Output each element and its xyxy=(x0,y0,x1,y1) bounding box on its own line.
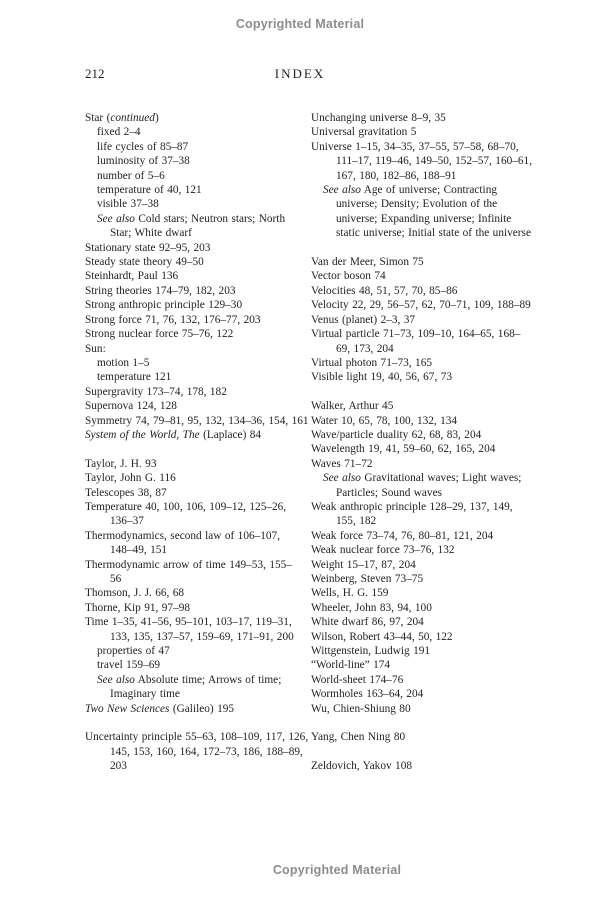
index-line-segment: Sun: xyxy=(85,342,106,355)
index-line xyxy=(85,730,311,744)
index-column-left xyxy=(85,111,311,774)
index-line xyxy=(85,125,311,139)
index-line-segment: Vector boson 74 xyxy=(311,270,386,283)
index-line xyxy=(311,601,546,615)
index-line-segment: Universal gravitation 5 xyxy=(311,126,417,139)
index-line xyxy=(85,212,311,226)
index-line-segment: Venus (planet) 2–3, 37 xyxy=(311,313,416,326)
index-line-segment: 69, 173, 204 xyxy=(336,342,394,355)
index-line xyxy=(85,385,311,399)
index-line-italic-segment: System of the World, The xyxy=(85,428,200,441)
index-line-italic-segment: continued xyxy=(110,112,155,124)
index-line xyxy=(85,399,311,413)
index-line xyxy=(85,298,311,312)
index-line xyxy=(311,572,546,586)
index-line xyxy=(85,154,311,168)
index-line-segment: Zeldovich, Yakov 108 xyxy=(311,760,412,773)
index-line-segment: Symmetry 74, 79–81, 95, 132, 134–36, 154, 161 xyxy=(85,414,309,427)
index-line-segment: Universe 1–15, 34–35, 37–55, 57–58, 68–70, xyxy=(311,140,519,153)
index-line xyxy=(311,342,546,356)
index-line-segment: Virtual particle 71–73, 109–10, 164–65, 168– xyxy=(311,328,521,341)
index-line-segment: Wu, Chien-Shiung 80 xyxy=(311,702,411,715)
index-line xyxy=(85,241,311,255)
index-line-segment: Strong force 71, 76, 132, 176–77, 203 xyxy=(85,313,261,326)
index-line xyxy=(85,313,311,327)
index-line xyxy=(85,255,311,269)
index-line xyxy=(85,342,311,356)
index-line xyxy=(311,298,546,312)
blank-line xyxy=(311,241,546,255)
index-line-segment: World-sheet 174–76 xyxy=(311,673,404,686)
index-line xyxy=(311,514,546,528)
index-line-segment: Weight 15–17, 87, 204 xyxy=(311,558,416,571)
index-column-right xyxy=(311,111,546,774)
index-line-segment: Imaginary time xyxy=(110,688,180,701)
index-line xyxy=(311,399,546,413)
index-line-segment: 145, 153, 160, 164, 172–73, 186, 188–89, xyxy=(110,745,303,758)
index-line-italic-segment: See also xyxy=(323,472,361,485)
index-line xyxy=(85,356,311,370)
index-line-segment: Star ( xyxy=(85,112,111,124)
index-line xyxy=(85,370,311,384)
index-line xyxy=(85,572,311,586)
index-line-segment: Velocities 48, 51, 57, 70, 85–86 xyxy=(311,284,458,297)
index-line xyxy=(311,169,546,183)
index-line-segment: 203 xyxy=(110,760,127,773)
index-line-segment: temperature of 40, 121 xyxy=(97,184,202,197)
index-line-segment: Taylor, John G. 116 xyxy=(85,472,176,485)
index-line-italic-segment: See also xyxy=(97,212,135,225)
index-line-segment: Visible light 19, 40, 56, 67, 73 xyxy=(311,371,452,384)
index-line-segment: Unchanging universe 8–9, 35 xyxy=(311,112,446,124)
index-line-segment: Wilson, Robert 43–44, 50, 122 xyxy=(311,630,453,643)
index-line xyxy=(85,284,311,298)
index-line-segment: Supernova 124, 128 xyxy=(85,400,177,413)
index-line xyxy=(85,529,311,543)
index-line-segment: Weak nuclear force 73–76, 132 xyxy=(311,544,455,557)
index-line-segment: Weak force 73–74, 76, 80–81, 121, 204 xyxy=(311,529,494,542)
index-line xyxy=(85,140,311,154)
index-line xyxy=(311,183,546,197)
index-line-segment: 56 xyxy=(110,573,122,585)
copyright-notice-bottom: Copyrighted Material xyxy=(272,863,402,877)
index-line xyxy=(311,125,546,139)
index-line xyxy=(311,255,546,269)
index-line-segment: Wheeler, John 83, 94, 100 xyxy=(311,601,432,614)
index-line-segment: Strong nuclear force 75–76, 122 xyxy=(85,328,234,341)
index-line-segment: Thermodynamic arrow of time 149–53, 155– xyxy=(85,558,292,571)
index-line xyxy=(311,370,546,384)
index-line xyxy=(85,558,311,572)
index-line-italic-segment: Two New Sciences xyxy=(85,702,170,715)
blank-line xyxy=(311,716,546,730)
index-line-segment: Time 1–35, 41–56, 95–101, 103–17, 119–31, xyxy=(85,616,292,629)
index-line-segment: Absolute time; Arrows of time; xyxy=(134,673,282,686)
index-line-segment: White dwarf 86, 97, 204 xyxy=(311,616,424,629)
index-line-segment: Weinberg, Steven 73–75 xyxy=(311,573,424,585)
index-line-segment: Van der Meer, Simon 75 xyxy=(311,256,424,269)
index-line xyxy=(311,313,546,327)
index-line xyxy=(85,759,311,773)
index-line xyxy=(311,111,546,125)
index-line xyxy=(311,543,546,557)
index-line xyxy=(311,586,546,600)
index-line xyxy=(85,514,311,528)
index-line xyxy=(311,327,546,341)
index-line-segment: Weak anthropic principle 128–29, 137, 149, xyxy=(311,500,513,513)
index-line-segment: Virtual photon 71–73, 165 xyxy=(311,356,432,369)
index-line xyxy=(85,197,311,211)
index-line-segment: (Laplace) 84 xyxy=(199,428,262,441)
index-line xyxy=(311,284,546,298)
index-line-segment: Wormholes 163–64, 204 xyxy=(311,688,424,701)
index-line-segment: Gravitational waves; Light waves; xyxy=(360,472,522,485)
index-line-segment: Thomson, J. J. 66, 68 xyxy=(85,587,185,600)
index-line-segment: static universe; Initial state of the universe xyxy=(336,227,531,240)
index-line xyxy=(311,644,546,658)
index-line xyxy=(85,486,311,500)
index-line xyxy=(85,601,311,615)
index-line-segment: Walker, Arthur 45 xyxy=(311,400,394,413)
index-line-segment: Waves 71–72 xyxy=(311,457,373,470)
index-line-segment: “World-line” 174 xyxy=(311,659,391,672)
index-line-italic-segment: See also xyxy=(323,184,361,197)
index-line-segment: Star; White dwarf xyxy=(110,227,192,240)
index-line-segment: 111–17, 119–46, 149–50, 152–57, 160–61, xyxy=(336,155,533,168)
index-line xyxy=(85,428,311,442)
index-line-segment: number of 5–6 xyxy=(97,169,165,182)
index-line xyxy=(311,702,546,716)
index-line-segment: visible 37–38 xyxy=(97,198,159,211)
index-line-segment: Wavelength 19, 41, 59–60, 62, 165, 204 xyxy=(311,443,496,456)
index-line xyxy=(311,658,546,672)
index-line-segment: (Galileo) 195 xyxy=(169,702,235,715)
blank-line xyxy=(85,716,311,730)
index-line-segment: 167, 180, 182–86, 188–91 xyxy=(336,169,457,182)
index-line-segment: Telescopes 38, 87 xyxy=(85,486,167,499)
index-line xyxy=(311,140,546,154)
index-line xyxy=(311,457,546,471)
index-line-segment: String theories 174–79, 182, 203 xyxy=(85,284,236,297)
index-line xyxy=(311,269,546,283)
index-line-segment: Thorne, Kip 91, 97–98 xyxy=(85,601,191,614)
index-line xyxy=(85,471,311,485)
index-line xyxy=(311,673,546,687)
index-line xyxy=(85,111,311,125)
index-line-segment: 148–49, 151 xyxy=(110,544,168,557)
index-line xyxy=(85,169,311,183)
index-line-segment: Supergravity 173–74, 178, 182 xyxy=(85,385,227,398)
index-line xyxy=(311,197,546,211)
index-line xyxy=(85,630,311,644)
index-line xyxy=(311,730,546,744)
index-line xyxy=(311,442,546,456)
index-line xyxy=(85,500,311,514)
index-line-segment: 136–37 xyxy=(110,515,144,528)
index-line-segment: Wells, H. G. 159 xyxy=(311,587,389,600)
index-line xyxy=(85,586,311,600)
index-line-segment: ) xyxy=(154,112,159,124)
index-line xyxy=(311,759,546,773)
index-line xyxy=(85,457,311,471)
index-line xyxy=(311,500,546,514)
index-line-segment: Taylor, J. H. 93 xyxy=(85,457,157,470)
index-line xyxy=(311,428,546,442)
blank-line xyxy=(85,442,311,456)
index-line-segment: Velocity 22, 29, 56–57, 62, 70–71, 109, 188–89 xyxy=(311,299,531,312)
index-line xyxy=(85,226,311,240)
index-line-segment: universe; Expanding universe; Infinite xyxy=(336,212,512,225)
index-line-segment: Age of universe; Contracting xyxy=(360,184,497,197)
index-line xyxy=(85,644,311,658)
index-line xyxy=(311,558,546,572)
index-line xyxy=(311,615,546,629)
index-line xyxy=(311,630,546,644)
index-line xyxy=(85,658,311,672)
index-line xyxy=(85,543,311,557)
index-line-segment: 155, 182 xyxy=(336,515,377,528)
index-line-segment: Particles; Sound waves xyxy=(336,486,442,499)
copyright-notice-top: Copyrighted Material xyxy=(235,17,365,31)
index-line xyxy=(311,529,546,543)
blank-line xyxy=(311,385,546,399)
index-line xyxy=(85,673,311,687)
index-line xyxy=(311,414,546,428)
index-line-segment: 133, 135, 137–57, 159–69, 171–91, 200 xyxy=(110,630,294,643)
index-line xyxy=(85,687,311,701)
index-line-segment: Uncertainty principle 55–63, 108–109, 117, 126, xyxy=(85,731,309,744)
index-line xyxy=(311,687,546,701)
index-line-segment: Thermodynamics, second law of 106–107, xyxy=(85,529,281,542)
index-line xyxy=(85,745,311,759)
index-line-segment: motion 1–5 xyxy=(97,356,150,369)
index-line-segment: Steady state theory 49–50 xyxy=(85,256,204,269)
index-line-segment: Temperature 40, 100, 106, 109–12, 125–26, xyxy=(85,500,287,513)
index-line xyxy=(311,486,546,500)
index-line-segment: Wittgenstein, Ludwig 191 xyxy=(311,645,431,658)
index-line xyxy=(85,615,311,629)
index-line xyxy=(85,414,311,428)
index-line-italic-segment: See also xyxy=(97,673,135,686)
index-line-segment: Cold stars; Neutron stars; North xyxy=(134,212,286,225)
index-line xyxy=(311,154,546,168)
index-line-segment: Steinhardt, Paul 136 xyxy=(85,270,179,283)
index-line-segment: universe; Density; Evolution of the xyxy=(336,198,498,211)
index-line xyxy=(311,471,546,485)
index-line-segment: life cycles of 85–87 xyxy=(97,140,189,153)
index-line-segment: luminosity of 37–38 xyxy=(97,155,190,168)
index-line-segment: fixed 2–4 xyxy=(97,126,141,139)
index-line xyxy=(85,327,311,341)
index-line-segment: temperature 121 xyxy=(97,371,172,384)
index-line-segment: properties of 47 xyxy=(97,645,170,658)
index-line xyxy=(311,212,546,226)
index-heading: INDEX xyxy=(274,66,326,81)
index-line-segment: Strong anthropic principle 129–30 xyxy=(85,299,243,312)
index-line-segment: Water 10, 65, 78, 100, 132, 134 xyxy=(311,414,458,427)
index-line xyxy=(85,183,311,197)
index-line xyxy=(311,226,546,240)
index-line xyxy=(85,269,311,283)
index-line-segment: Yang, Chen Ning 80 xyxy=(311,731,406,744)
index-line-segment: Stationary state 92–95, 203 xyxy=(85,241,211,254)
page-number: 212 xyxy=(85,66,105,81)
index-line xyxy=(311,356,546,370)
index-line-segment: travel 159–69 xyxy=(97,659,161,672)
index-line xyxy=(85,702,311,716)
blank-line xyxy=(311,745,546,759)
index-line-segment: Wave/particle duality 62, 68, 83, 204 xyxy=(311,428,482,441)
